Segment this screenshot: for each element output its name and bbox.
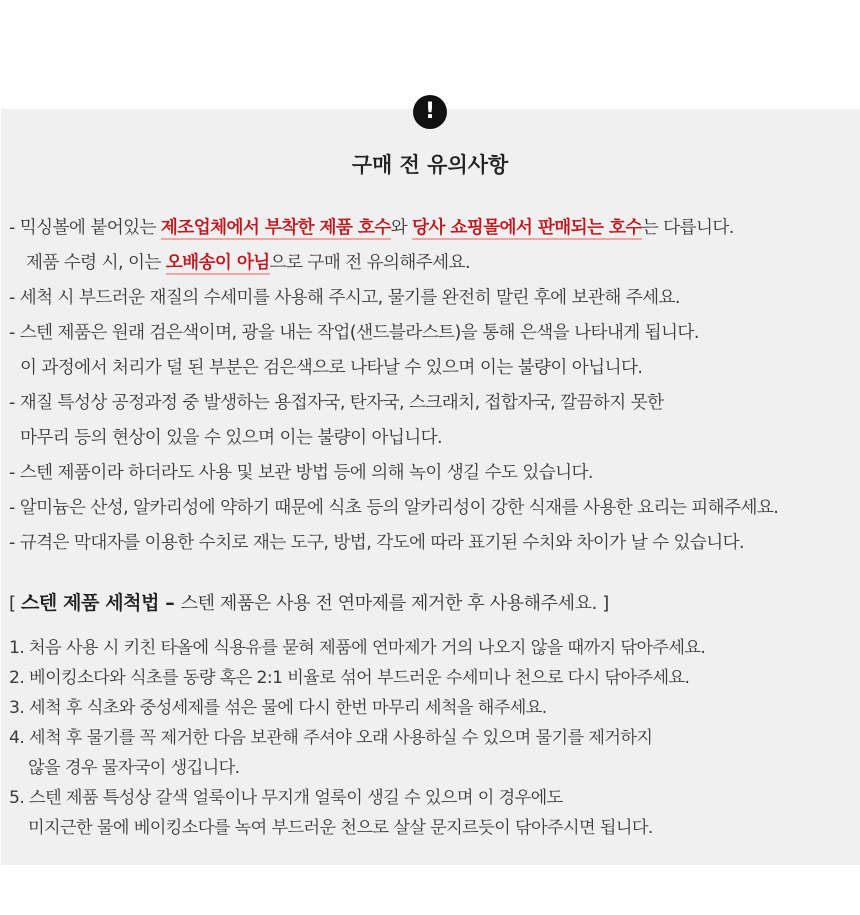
- note-line-8: - 스텐 제품이라 하더라도 사용 및 보관 방법 등에 의해 녹이 생길 수도 있습니다.: [9, 463, 593, 483]
- step-5-cont: 미지근한 물에 베이킹소다를 녹여 부드러운 천으로 살살 문지르듯이 닦아주시면 됩니다.: [28, 818, 653, 838]
- step-4: 4. 세척 후 물기를 꼭 제거한 다음 보관해 주셔야 오래 사용하실 수 있으며 물기를 제거하지: [9, 728, 653, 748]
- bracket-open: [: [9, 593, 21, 614]
- step-4-cont: 않을 경우 물자국이 생깁니다.: [28, 758, 240, 778]
- step-3: 3. 세척 후 식초와 중성세제를 섞은 물에 다시 한번 마무리 세척을 해주세요.: [9, 698, 547, 718]
- note-line-3: - 세척 시 부드러운 재질의 수세미를 사용해 주시고, 물기를 완전히 말린 후에 보관해 주세요.: [9, 288, 680, 308]
- cleaning-method-desc: 스텐 제품은 사용 전 연마제를 제거한 후 사용해주세요.: [180, 593, 597, 614]
- note-line-1: [9, 213, 734, 243]
- highlight-not-misdelivery: 오배송이 아님: [165, 253, 270, 273]
- exclamation-circle-icon: !: [413, 95, 447, 129]
- note-line-5: 이 과정에서 처리가 덜 된 부분은 검은색으로 나타날 수 있으며 이는 불량이 아닙니다.: [20, 358, 643, 378]
- highlight-shop-size: 당사 쇼핑몰에서 판매되는 호수: [412, 218, 642, 238]
- note-line-7: 마무리 등의 현상이 있을 수 있으며 이는 불량이 아닙니다.: [20, 428, 443, 448]
- step-2: 2. 베이킹소다와 식초를 동량 혹은 2:1 비율로 섞어 부드러운 수세미나 천으로 다시 닦아주세요.: [9, 668, 690, 688]
- note-text: 제품 수령 시, 이는: [26, 253, 166, 273]
- bracket-close: ]: [596, 593, 609, 614]
- highlight-manufacturer-size: 제조업체에서 부착한 제품 호수: [160, 218, 391, 238]
- cleaning-method-header: [9, 588, 609, 619]
- note-text: - 믹싱볼에 붙어있는: [9, 218, 161, 238]
- note-line-10: - 규격은 막대자를 이용한 수치로 재는 도구, 방법, 각도에 따라 표기된 수치와 차이가 날 수 있습니다.: [9, 533, 745, 553]
- note-line-9: - 알미늄은 산성, 알카리성에 약하기 때문에 식초 등의 알카리성이 강한 식재를 사용한 요리는 피해주세요.: [9, 498, 779, 518]
- cleaning-method-title: 스텐 제품 세척법 –: [20, 592, 181, 614]
- note-line-2: [26, 248, 470, 278]
- step-1: 1. 처음 사용 시 키친 타올에 식용유를 묻혀 제품에 연마제가 거의 나오지 않을 때까지 닦아주세요.: [9, 638, 706, 658]
- note-text: 와: [390, 218, 413, 238]
- notice-title: 구매 전 유의사항: [351, 153, 509, 177]
- step-5: 5. 스텐 제품 특성상 갈색 얼룩이나 무지개 얼룩이 생길 수 있으며 이 경우에도: [9, 788, 563, 808]
- note-text: 는 다릅니다.: [641, 218, 734, 238]
- note-text: 으로 구매 전 유의해주세요.: [269, 253, 470, 273]
- note-line-4: - 스텐 제품은 원래 검은색이며, 광을 내는 작업(샌드블라스트)을 통해 은색을 나타내게 됩니다.: [9, 323, 699, 343]
- note-line-6: - 재질 특성상 공정과정 중 발생하는 용접자국, 탄자국, 스크래치, 접합자국, 깔끔하지 못한: [9, 393, 664, 413]
